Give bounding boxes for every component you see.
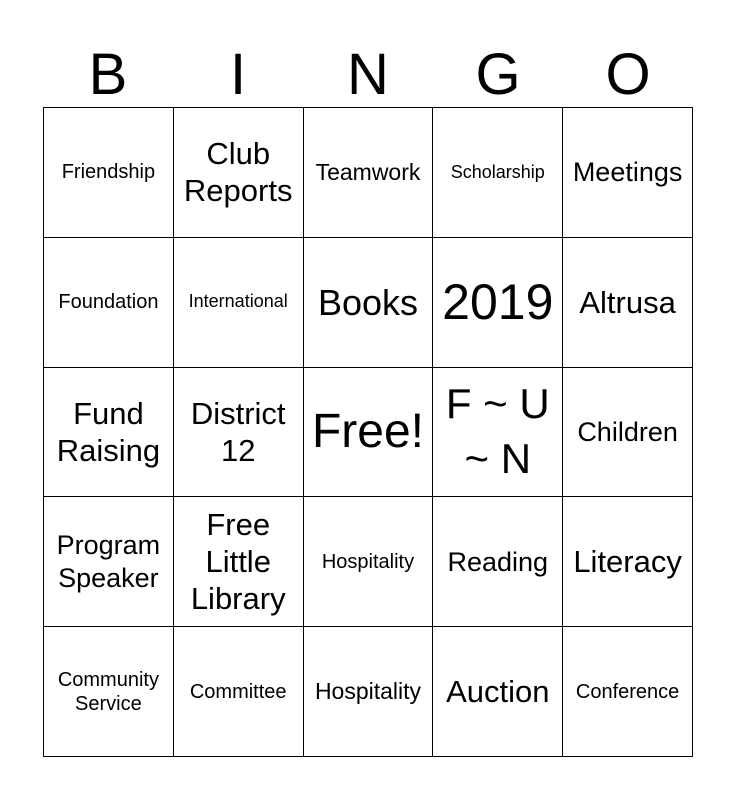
header-letter-g: G [475, 42, 521, 107]
bingo-cell-r1c1[interactable]: Friendship [44, 108, 174, 238]
bingo-cell-r3c1[interactable]: Fund Raising [44, 368, 174, 498]
bingo-cell-r2c1[interactable]: Foundation [44, 238, 174, 368]
bingo-cell-r2c3[interactable]: Books [304, 238, 434, 368]
bingo-cell-r4c2[interactable]: Free Little Library [174, 497, 304, 627]
bingo-cell-r4c3[interactable]: Hospitality [304, 497, 434, 627]
bingo-cell-r4c4[interactable]: Reading [433, 497, 563, 627]
bingo-cell-r4c5[interactable]: Literacy [563, 497, 693, 627]
bingo-cell-r5c3[interactable]: Hospitality [304, 627, 434, 757]
bingo-cell-r3c5[interactable]: Children [563, 368, 693, 498]
header-letter-o: O [605, 42, 651, 107]
bingo-board [43, 107, 693, 757]
bingo-cell-r5c2[interactable]: Committee [174, 627, 304, 757]
bingo-cell-r1c2[interactable]: Club Reports [174, 108, 304, 238]
header-letter-n: N [347, 42, 389, 107]
bingo-cell-r3c3-free[interactable]: Free! [304, 368, 434, 498]
header-letter-i: I [229, 42, 247, 107]
bingo-cell-r1c4[interactable]: Scholarship [433, 108, 563, 238]
bingo-cell-r2c2[interactable]: International [174, 238, 304, 368]
bingo-cell-r5c5[interactable]: Conference [563, 627, 693, 757]
bingo-cell-r3c2[interactable]: District 12 [174, 368, 304, 498]
bingo-header [43, 42, 693, 108]
bingo-cell-r5c1[interactable]: Community Service [44, 627, 174, 757]
bingo-cell-r1c5[interactable]: Meetings [563, 108, 693, 238]
bingo-cell-r3c4[interactable]: F ~ U ~ N [433, 368, 563, 498]
bingo-cell-r4c1[interactable]: Program Speaker [44, 497, 174, 627]
bingo-cell-r1c3[interactable]: Teamwork [304, 108, 434, 238]
header-letter-b: B [88, 42, 128, 107]
bingo-cell-r5c4[interactable]: Auction [433, 627, 563, 757]
bingo-cell-r2c5[interactable]: Altrusa [563, 238, 693, 368]
bingo-cell-r2c4[interactable]: 2019 [433, 238, 563, 368]
